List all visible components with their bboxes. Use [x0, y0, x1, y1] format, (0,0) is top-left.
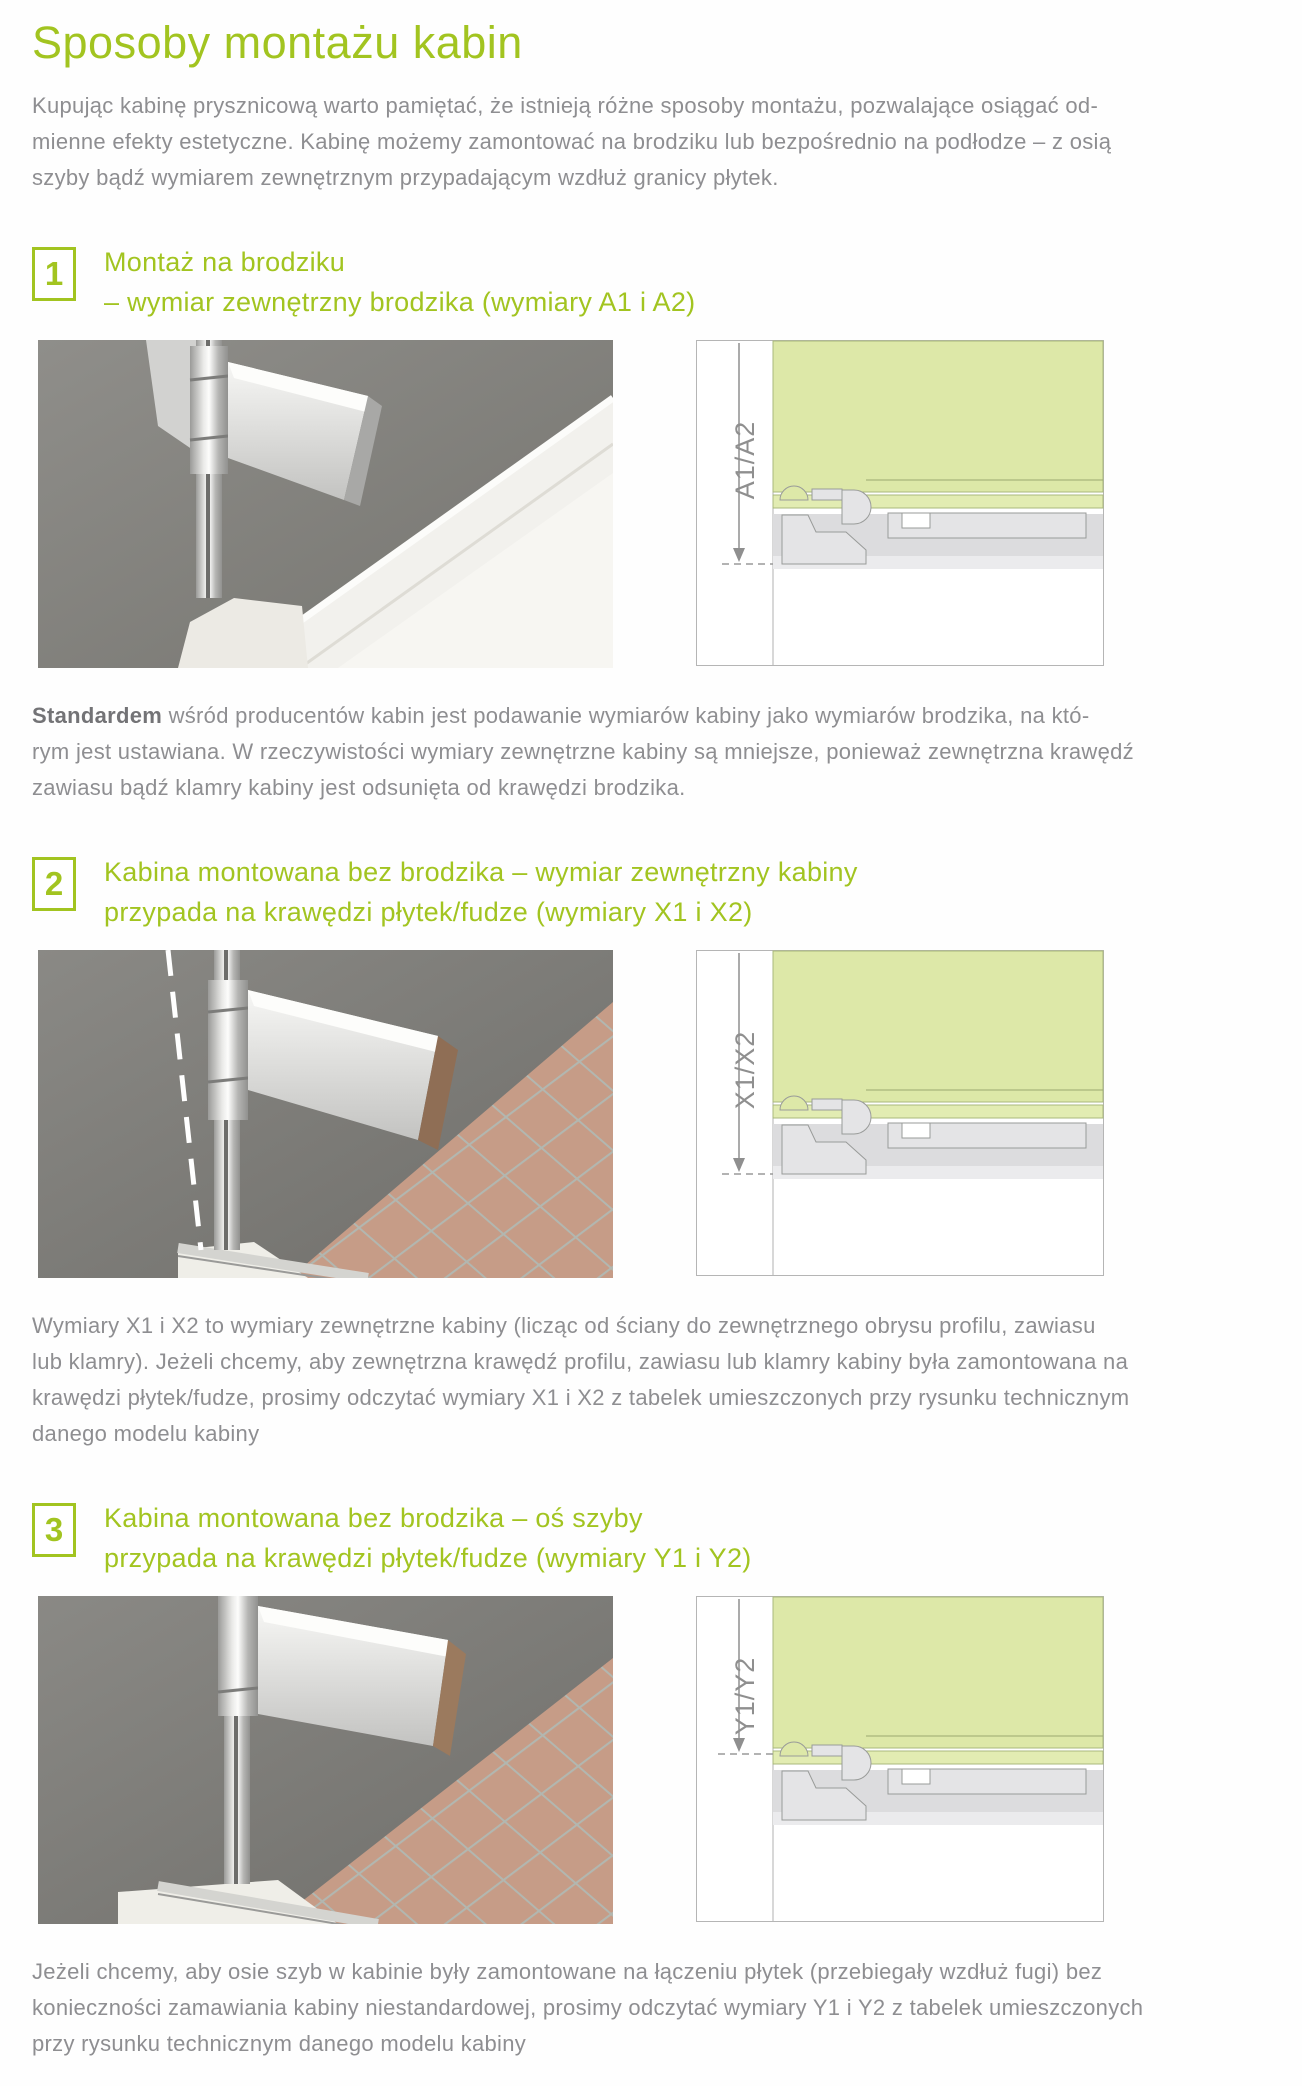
profile-knob — [842, 1100, 871, 1134]
section-3-media — [38, 1596, 1274, 1924]
section-1-media — [38, 340, 1274, 668]
dimension-label: X1/X2 — [730, 1030, 760, 1110]
section-2-header — [32, 852, 1274, 932]
section-1-header — [32, 242, 1274, 322]
profile-knob — [842, 490, 871, 524]
intro-line: Kupując kabinę prysznicową warto pamiętać, że istnieją różne sposoby montażu, pozwalające osiągać od- — [32, 93, 1099, 118]
hinge-body — [208, 980, 248, 1120]
profile-knob — [842, 1746, 871, 1780]
glass-axis-mounting-diagram — [696, 1596, 1104, 1922]
section-2-media — [38, 950, 1274, 1278]
page-title: Sposoby montażu kabin — [32, 17, 523, 68]
hinge-body — [190, 346, 228, 474]
glass-pane — [773, 341, 1103, 492]
section-3-heading: Kabina montowana bez brodzika – oś szyby przypada na krawędzi płytek/fudze (wymiary Y1 i Y2) — [104, 1503, 752, 1573]
dimension-label: Y1/Y2 — [730, 1656, 760, 1736]
shower-tray-hinge-photo — [38, 340, 613, 668]
intro-paragraph — [32, 88, 1274, 196]
tray-mounting-diagram — [696, 340, 1104, 666]
glass-pane — [773, 951, 1103, 1102]
y-dimensions-paragraph: Jeżeli chcemy, aby osie szyb w kabinie były zamontowane na łączeniu płytek (przebiegały wzdłuż fugi) bez konieczności zamawiania kabiny niestandardowej, prosimy odczytać wymiary Y1 i Y2 z tabelek umieszczonych przy rysunku technicznym danego modelu kabiny — [32, 1959, 1144, 2056]
section-number-badge: 3 — [32, 1503, 76, 1557]
intro-line: mienne efekty estetyczne. Kabinę możemy zamontować na brodziku lub bezpośrednio na podłodze – z osią — [32, 129, 1112, 154]
dimension-label: A1/A2 — [730, 420, 760, 500]
section-number-badge: 2 — [32, 857, 76, 911]
intro-line: szyby bądź wymiarem zewnętrznym przypadającym wzdłuż granicy płytek. — [32, 165, 779, 190]
hinge-body — [218, 1596, 258, 1716]
section-1-heading: Montaż na brodziku – wymiar zewnętrzny brodzika (wymiary A1 i A2) — [104, 247, 696, 317]
tiled-floor-hinge-photo-dashed — [38, 950, 613, 1278]
section-2-heading: Kabina montowana bez brodzika – wymiar zewnętrzny kabiny przypada na krawędzi płytek/fudze (wymiary X1 i X2) — [104, 857, 858, 927]
glass-pane — [773, 1597, 1103, 1748]
x-dimensions-paragraph: Wymiary X1 i X2 to wymiary zewnętrzne kabiny (licząc od ściany do zewnętrznego obrysu profilu, zawiasu lub klamry). Jeżeli chcemy, aby zewnętrzna krawędź profilu, zawiasu lub klamry kabiny była zamontowana na krawędzi płytek/fudze, prosimy odczytać wymiary X1 i X2 z tabelek umieszczonych przy rysunku technicznym danego modelu kabiny — [32, 1313, 1130, 1446]
standard-paragraph: Standardem wśród producentów kabin jest podawanie wymiarów kabiny jako wymiarów brodzika, na któ- rym jest ustawiana. W rzeczywistości wymiary zewnętrzne kabiny są mniejsze, ponieważ zewnętrzna krawędź zawiasu bądź klamry kabiny jest odsunięta od krawędzi brodzika. — [32, 703, 1134, 800]
section-3-header — [32, 1498, 1274, 1578]
tile-edge-mounting-diagram — [696, 950, 1104, 1276]
section-number-badge: 1 — [32, 247, 76, 301]
tiled-floor-hinge-photo — [38, 1596, 613, 1924]
